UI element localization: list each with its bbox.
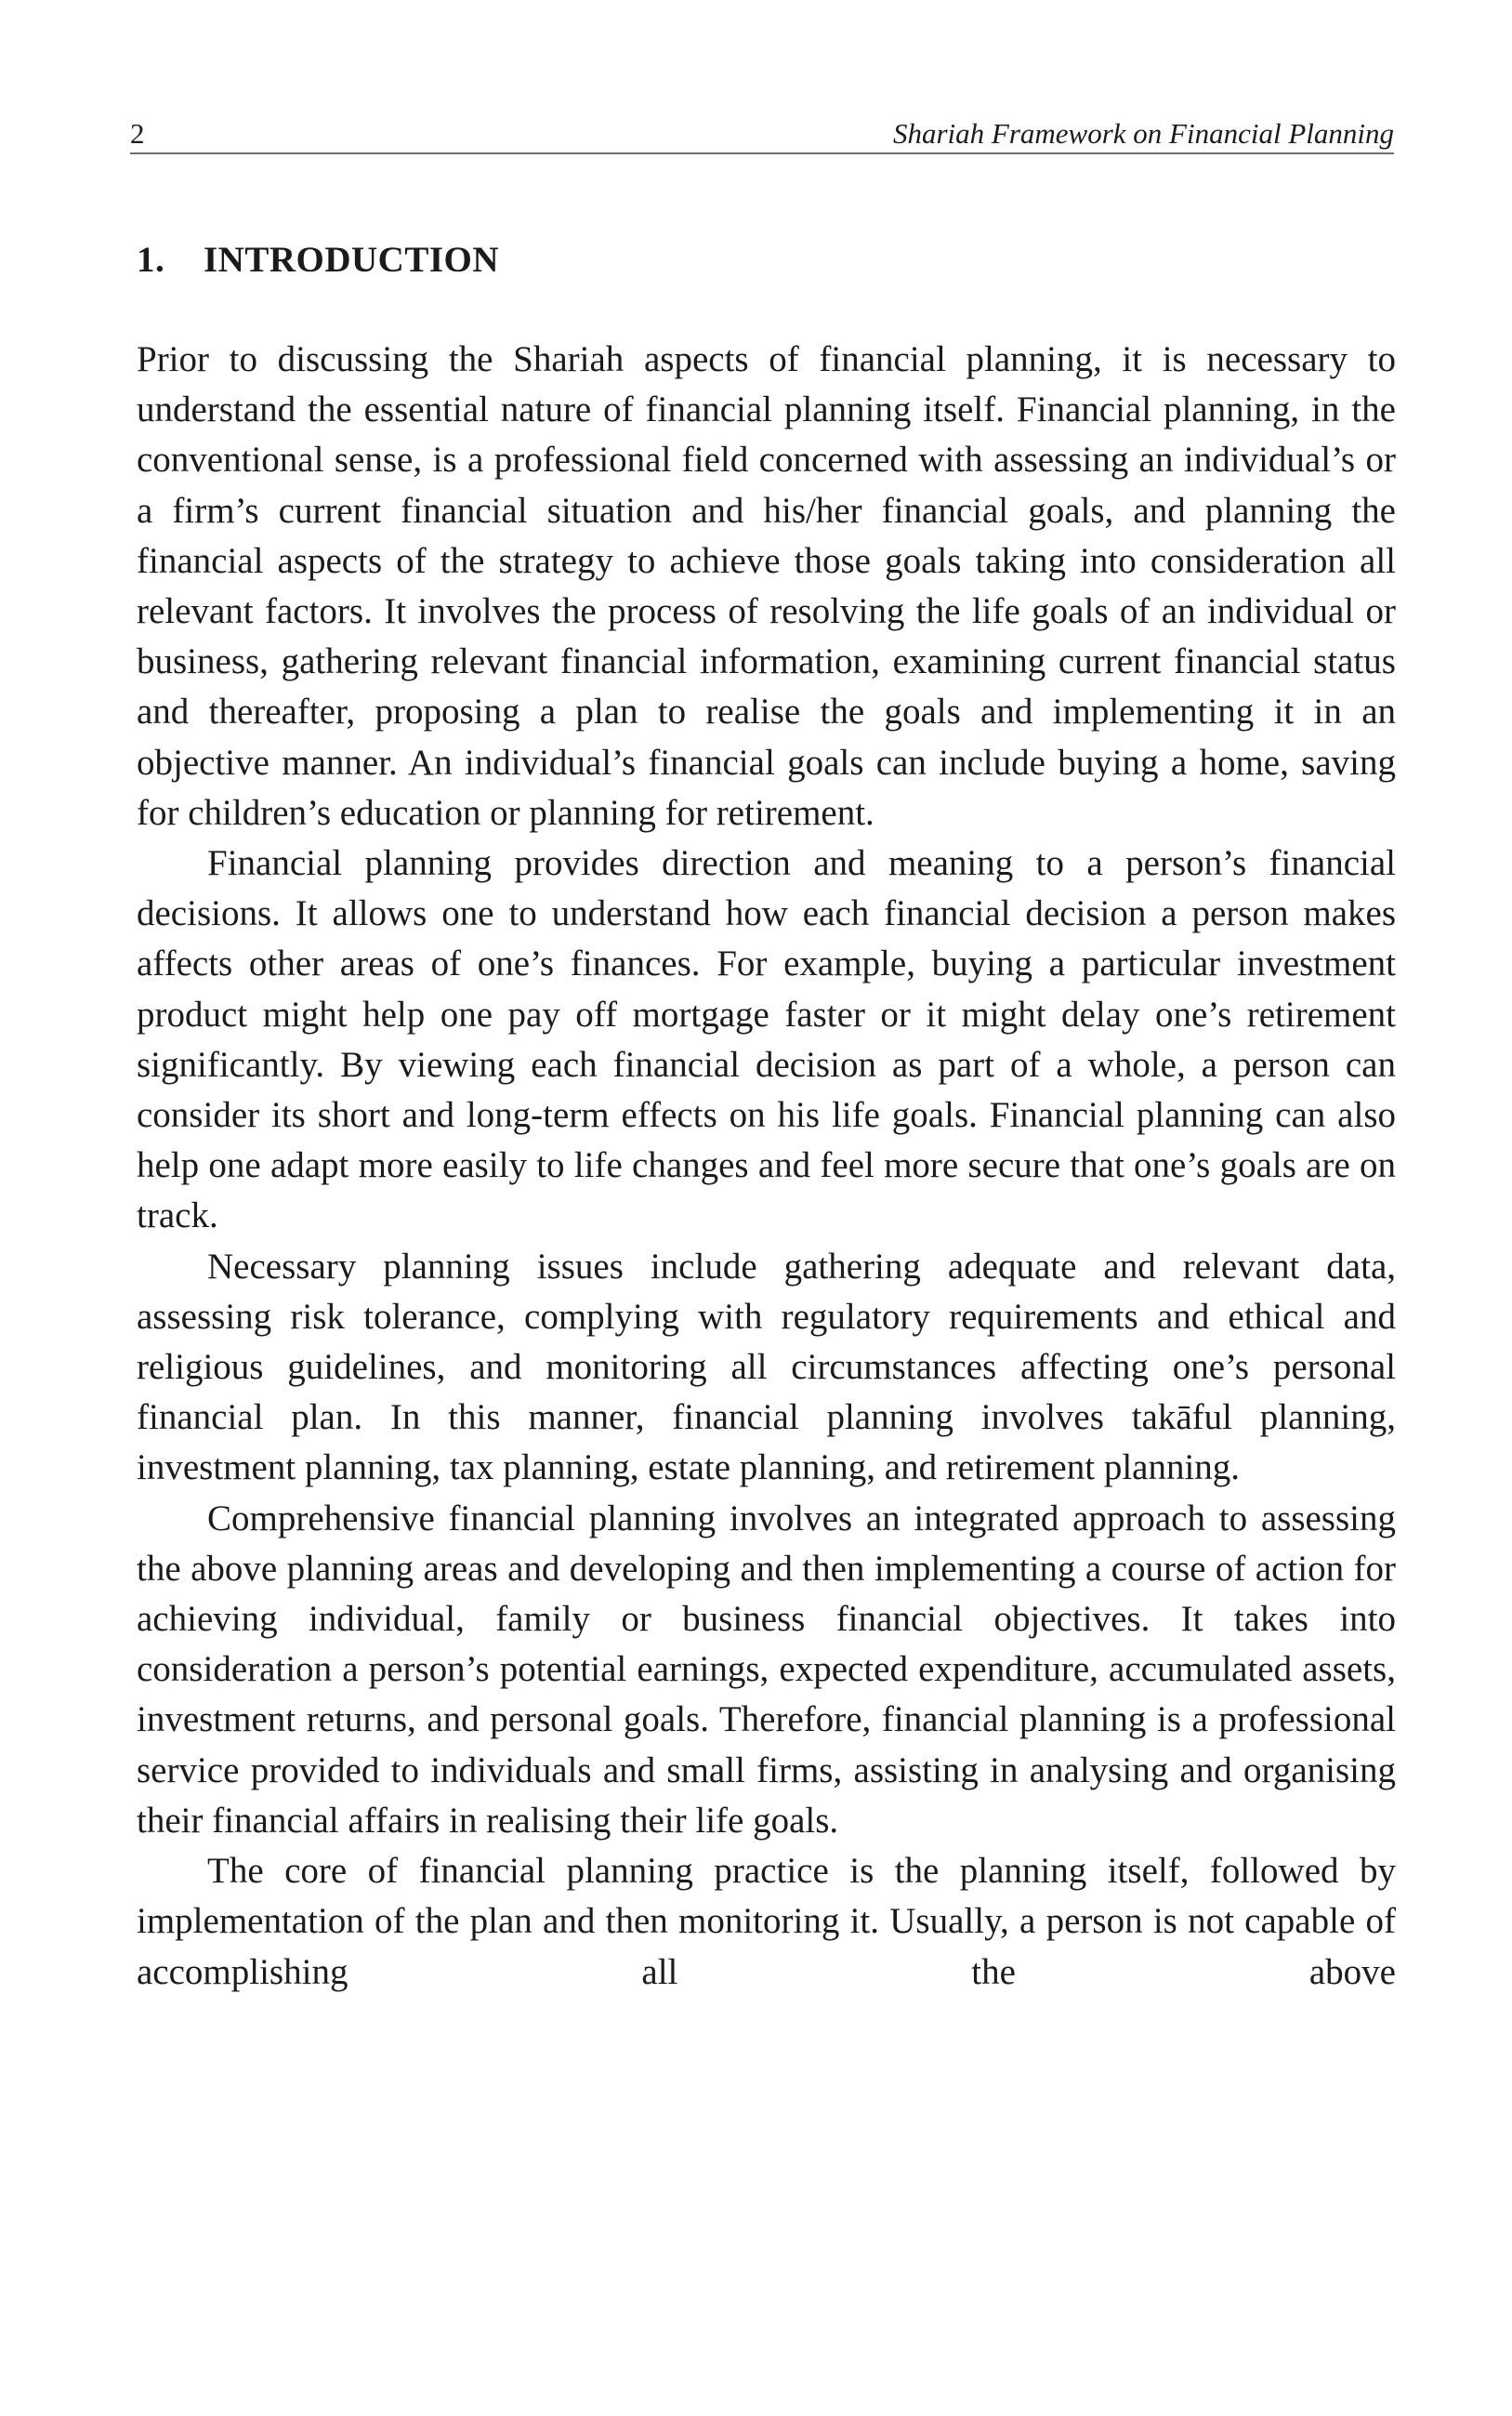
paragraph-1: Prior to discussing the Shariah aspects of financial planning, it is necessary to understand the essential nature of financial planning itself. Financial planning, in the conventional sense, is a professional field concerned with assessing an individual’s or a firm’s current financial situation and his/her financial goals, and planning the financial aspects of the strategy to achieve those goals taking into consideration all relevant factors. It involves the process of resolving the life goals of an individual or business, gathering relevant financial information, examining current financial status and thereafter, proposing a plan to realise the goals and implementing it in an objective manner. An individual’s financial goals can include buying a home, saving for children’s education or planning for retirement. xyxy=(137,339,1396,833)
page-header xyxy=(130,110,1394,154)
section-title: INTRODUCTION xyxy=(204,240,500,280)
running-title: Shariah Framework on Financial Planning xyxy=(892,117,1394,150)
page-number: 2 xyxy=(130,117,145,150)
section-number: 1. xyxy=(137,240,165,280)
paragraph-4: Comprehensive financial planning involves an integrated approach to assessing the above planning areas and developing and then implementing a course of action for achieving individual, family or business financial objectives. It takes into consideration a person’s potential earnings, expected expenditure, accumulated assets, investment returns, and personal goals. Therefore, financial planning is a professional service provided to individuals and small firms, assisting in analysing and organising their financial affairs in realising their life goals. xyxy=(137,1498,1396,1841)
paragraph-5: The core of financial planning practice is the planning itself, followed by implementation of the plan and then monitoring it. Usually, a person is not capable of accomplishing all the above xyxy=(137,1851,1396,1992)
paragraph-3: Necessary planning issues include gathering adequate and relevant data, assessing risk tolerance, complying with regulatory requirements and ethical and religious guidelines, and monitoring all circumstances affecting one’s personal financial plan. In this manner, financial planning involves takāful planning, investment planning, tax planning, estate planning, and retirement planning. xyxy=(137,1246,1396,1488)
section-heading xyxy=(137,239,499,282)
paragraph-2: Financial planning provides direction and meaning to a person’s financial decisions. It allows one to understand how each financial decision a person makes affects other areas of one’s finances. For example, buying a particular investment product might help one pay off mortgage faster or it might delay one’s retirement significantly. By viewing each financial decision as part of a whole, a person can consider its short and long-term effects on his life goals. Financial planning can also help one adapt more easily to life changes and feel more secure that one’s goals are on track. xyxy=(137,843,1396,1236)
body-text xyxy=(137,335,1396,1998)
